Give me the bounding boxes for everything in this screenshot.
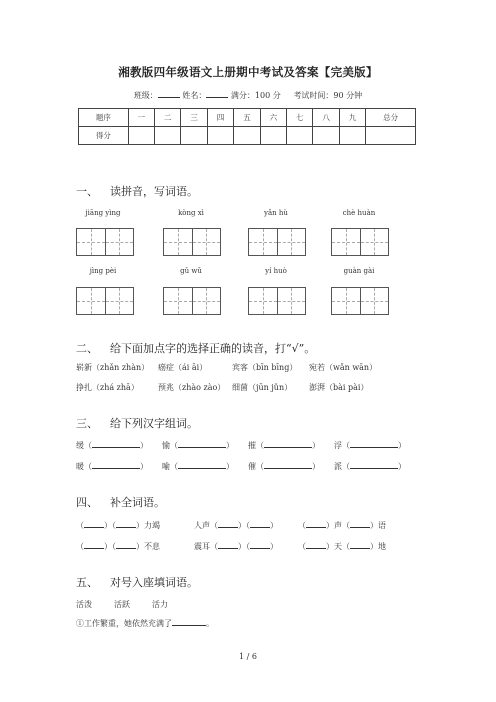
section-number: 五、 <box>76 576 98 589</box>
score-table <box>78 108 416 145</box>
pronunciation-item[interactable]: 挣扎（zhá zhā） <box>76 383 139 392</box>
exam-info <box>0 90 496 101</box>
score-header-cell: 四 <box>207 109 233 127</box>
section-title: 补全词语。 <box>110 496 165 509</box>
score-row <box>79 127 416 145</box>
section-number: 一、 <box>76 185 98 198</box>
full-score: 满分：100 分 <box>230 91 281 100</box>
score-cell[interactable] <box>128 127 154 145</box>
score-header-row <box>79 109 416 127</box>
score-cell[interactable] <box>155 127 181 145</box>
idiom-item[interactable]: 震耳（ ）（ ） <box>194 542 278 551</box>
section-number: 四、 <box>76 496 98 509</box>
score-header-cell: 七 <box>287 109 313 127</box>
pronunciation-row <box>76 382 394 393</box>
exam-time: 考试时间：90 分钟 <box>293 91 363 100</box>
pinyin-label: guàn gài <box>343 267 375 275</box>
word-group-item[interactable]: 浮（ ） <box>334 441 406 450</box>
section-number: 三、 <box>76 417 98 430</box>
score-row-label: 得分 <box>79 127 129 145</box>
section-title: 对号入座填词语。 <box>110 576 198 589</box>
word-bank-item: 活泼 <box>76 600 92 609</box>
pronunciation-item[interactable]: 细菌（jūn jǔn） <box>232 383 293 392</box>
pinyin-label: yí huò <box>265 267 287 275</box>
word-group-row <box>76 440 420 451</box>
section2-heading <box>76 340 315 356</box>
score-header-cell: 八 <box>313 109 339 127</box>
score-header-cell: 一 <box>128 109 154 127</box>
pinyin-label: yǎn hù <box>264 209 288 217</box>
word-bank-item: 活力 <box>152 600 168 609</box>
tianzige-box[interactable] <box>76 287 134 315</box>
word-group-item[interactable]: 缓（ ） <box>76 441 148 450</box>
section3-heading <box>76 415 198 431</box>
section-title: 读拼音，写词语。 <box>110 185 198 198</box>
tianzige-box[interactable] <box>248 287 306 315</box>
word-bank-item: 活跃 <box>114 600 130 609</box>
pronunciation-item[interactable]: 癌症（ái āi） <box>158 363 208 372</box>
score-cell[interactable] <box>287 127 313 145</box>
tianzige-box[interactable] <box>331 228 389 256</box>
pinyin-label: chè huàn <box>342 209 376 217</box>
tianzige-box[interactable] <box>163 287 221 315</box>
tianzige-box[interactable] <box>248 228 306 256</box>
idiom-row <box>76 541 408 552</box>
fill-sentence <box>76 618 214 629</box>
name-blank[interactable] <box>206 97 228 98</box>
word-group-row <box>76 461 420 472</box>
score-header-cell: 二 <box>155 109 181 127</box>
section4-heading <box>76 494 165 510</box>
score-header-cell: 六 <box>260 109 286 127</box>
word-group-item[interactable]: 暖（ ） <box>76 462 148 471</box>
score-header-cell: 五 <box>234 109 260 127</box>
class-label: 班级： <box>133 91 158 100</box>
tianzige-box[interactable] <box>331 287 389 315</box>
idiom-item[interactable]: （ ）天（ ）地 <box>298 542 386 551</box>
idiom-item[interactable]: （ ）声（ ）语 <box>298 521 386 530</box>
idiom-item[interactable]: （ ）（ ）不息 <box>76 542 160 551</box>
score-header-cell: 总分 <box>366 109 416 127</box>
word-bank <box>76 599 168 610</box>
sentence-blank[interactable] <box>172 625 206 626</box>
section-title: 给下面加点字的选择正确的读音，打“√”。 <box>110 342 316 355</box>
page-number: 1 / 6 <box>239 652 257 661</box>
score-cell[interactable] <box>260 127 286 145</box>
score-cell[interactable] <box>366 127 416 145</box>
idiom-row <box>76 520 408 531</box>
score-cell[interactable] <box>234 127 260 145</box>
sentence-end: 。 <box>206 619 214 628</box>
name-label: 姓名： <box>182 91 207 100</box>
pronunciation-item[interactable]: 澎湃（bài pài） <box>309 383 369 392</box>
section-number: 二、 <box>76 342 98 355</box>
pinyin-label: gǔ wǔ <box>180 267 202 275</box>
score-cell[interactable] <box>339 127 365 145</box>
sentence-text: ①工作繁重，她依然充满了 <box>76 619 172 628</box>
tianzige-box[interactable] <box>76 228 134 256</box>
pronunciation-row <box>76 362 394 373</box>
idiom-item[interactable]: 人声（ ）（ ） <box>194 521 278 530</box>
word-group-item[interactable]: 摧（ ） <box>248 441 320 450</box>
pronunciation-item[interactable]: 宾客（bīn bīng） <box>232 363 298 372</box>
word-group-item[interactable]: 愉（ ） <box>162 441 234 450</box>
score-header-cell: 题序 <box>79 109 129 127</box>
word-group-item[interactable]: 喻（ ） <box>162 462 234 471</box>
pinyin-label: kòng xì <box>178 209 204 217</box>
pronunciation-item[interactable]: 崭新（zhǎn zhàn） <box>76 363 150 372</box>
section1-heading <box>76 183 198 199</box>
class-blank[interactable] <box>158 97 180 98</box>
pinyin-label: jiāng yìng <box>85 209 121 217</box>
score-header-cell: 九 <box>339 109 365 127</box>
pinyin-label: jìng pèi <box>89 267 117 275</box>
section5-heading <box>76 574 198 590</box>
pronunciation-item[interactable]: 预兆（zhào zào） <box>158 383 226 392</box>
score-cell[interactable] <box>207 127 233 145</box>
score-cell[interactable] <box>181 127 207 145</box>
idiom-item[interactable]: （ ）（ ）力竭 <box>76 521 160 530</box>
tianzige-box[interactable] <box>163 228 221 256</box>
document-title: 湘教版四年级语文上册期中考试及答案【完美版】 <box>118 65 378 79</box>
pronunciation-item[interactable]: 宛若（wǎn wān） <box>309 363 378 372</box>
section-title: 给下列汉字组词。 <box>110 417 198 430</box>
word-group-item[interactable]: 派（ ） <box>334 462 406 471</box>
score-cell[interactable] <box>313 127 339 145</box>
word-group-item[interactable]: 催（ ） <box>248 462 320 471</box>
score-header-cell: 三 <box>181 109 207 127</box>
